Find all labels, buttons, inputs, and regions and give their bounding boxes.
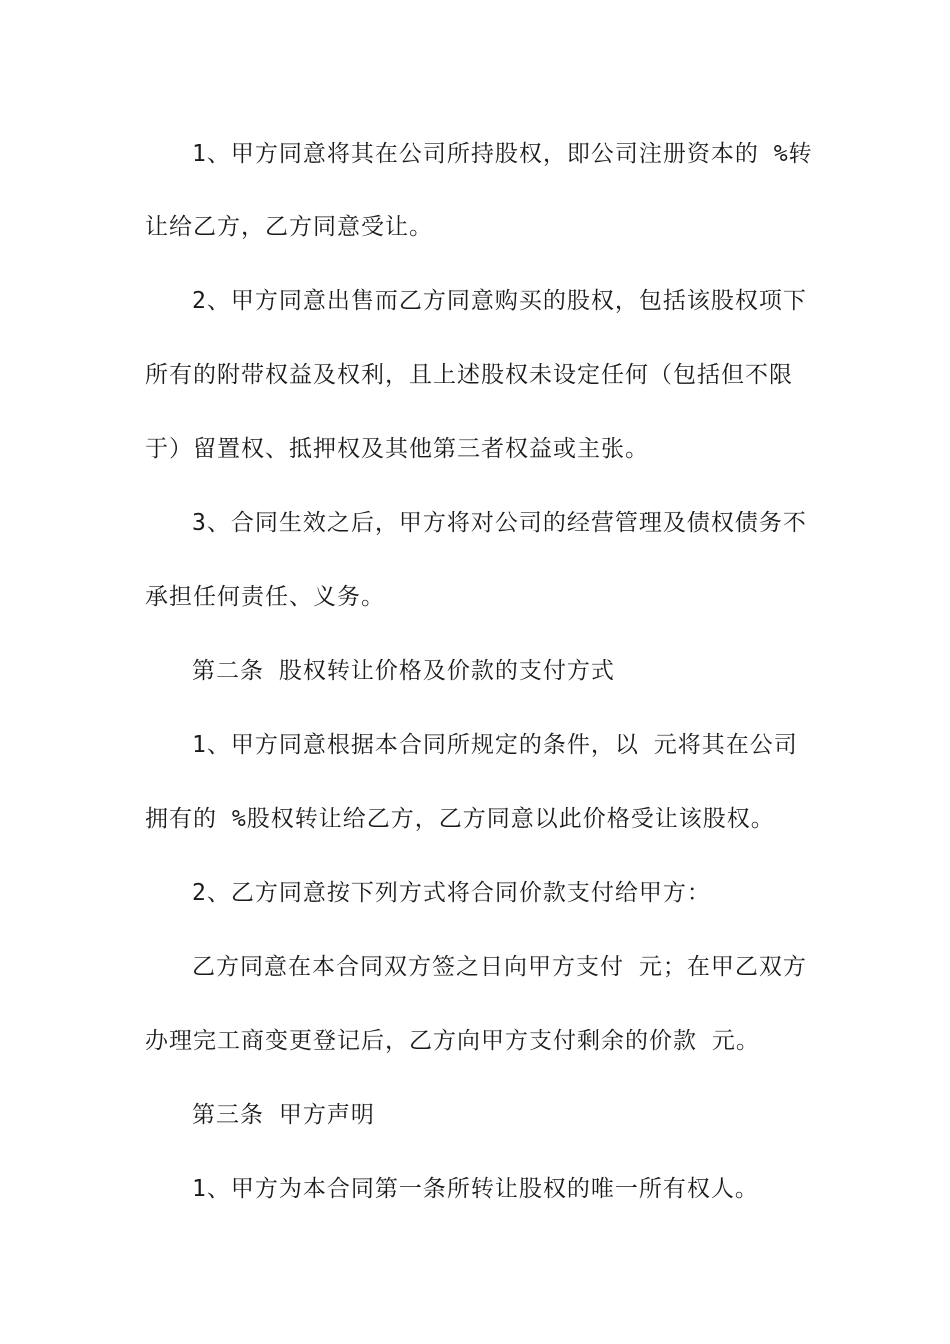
paragraph-3-line-1: 3、合同生效之后，甲方将对公司的经营管理及债权债务不 xyxy=(192,510,807,536)
paragraph-4-line-2: 拥有的 %股权转让给乙方，乙方同意以此价格受让该股权。 xyxy=(145,806,775,832)
paragraph-4-line-1: 1、甲方同意根据本合同所规定的条件，以 元将其在公司 xyxy=(192,732,798,758)
paragraph-1-line-1: 1、甲方同意将其在公司所持股权，即公司注册资本的 %转 xyxy=(192,141,813,167)
paragraph-1-line-2: 让给乙方，乙方同意受让。 xyxy=(145,214,433,240)
paragraph-2-line-3: 于）留置权、抵押权及其他第三者权益或主张。 xyxy=(145,436,649,462)
paragraph-2-line-2: 所有的附带权益及权利，且上述股权未设定任何（包括但不限 xyxy=(145,362,793,388)
paragraph-3-line-2: 承担任何责任、义务。 xyxy=(145,584,385,610)
paragraph-6-line-2: 办理完工商变更登记后，乙方向甲方支付剩余的价款 元。 xyxy=(145,1028,760,1054)
section-heading-article-3: 第三条 甲方声明 xyxy=(192,1102,375,1128)
paragraph-7-line-1: 1、甲方为本合同第一条所转让股权的唯一所有权人。 xyxy=(192,1176,759,1202)
paragraph-2-line-1: 2、甲方同意出售而乙方同意购买的股权，包括该股权项下 xyxy=(192,288,807,314)
paragraph-5-line-1: 2、乙方同意按下列方式将合同价款支付给甲方： xyxy=(192,880,711,906)
section-heading-article-2: 第二条 股权转让价格及价款的支付方式 xyxy=(192,658,615,684)
paragraph-6-line-1: 乙方同意在本合同双方签之日向甲方支付 元；在甲乙双方 xyxy=(192,954,807,980)
